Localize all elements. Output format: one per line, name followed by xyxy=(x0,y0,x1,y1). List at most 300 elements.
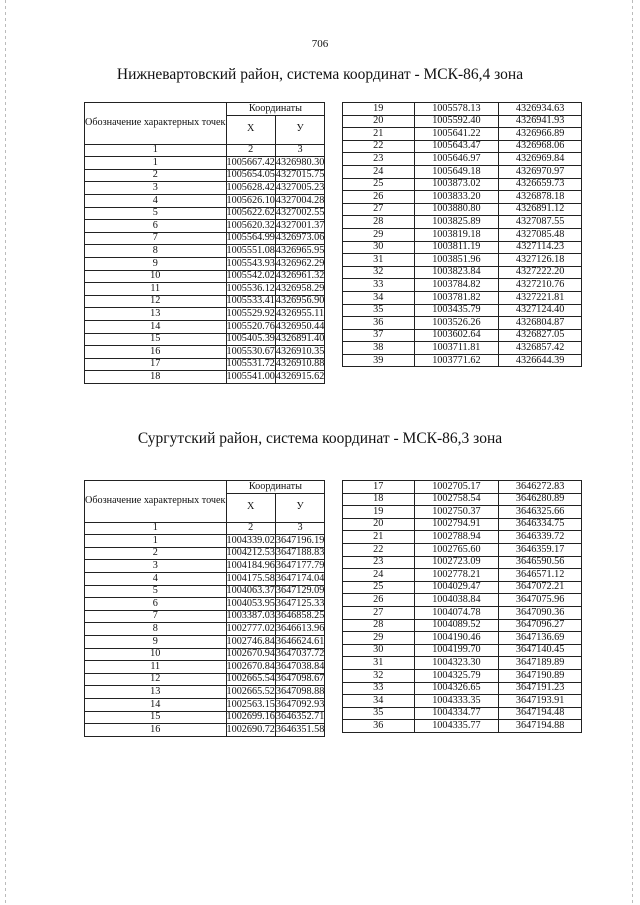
y-coordinate-cell: 4326644.39 xyxy=(499,354,582,367)
y-coordinate-cell: 3646352.71 xyxy=(275,711,325,723)
x-coordinate-cell: 1004089.52 xyxy=(414,619,499,632)
y-coordinate-cell: 3647196.19 xyxy=(275,534,325,546)
x-coordinate-cell: 1005530.67 xyxy=(226,345,275,357)
y-coordinate-cell: 4326941.93 xyxy=(499,115,582,128)
x-coordinate-cell: 1005667.42 xyxy=(226,156,275,168)
y-coordinate-cell: 4326965.95 xyxy=(275,245,325,257)
y-coordinate-cell: 3647190.89 xyxy=(499,669,582,682)
point-number-cell: 33 xyxy=(343,682,415,695)
table-row xyxy=(343,619,582,632)
y-coordinate-cell: 4326910.35 xyxy=(275,345,325,357)
y-coordinate-cell: 3647140.45 xyxy=(499,644,582,657)
x-coordinate-cell: 1003711.81 xyxy=(414,342,499,355)
y-coordinate-cell: 4327210.76 xyxy=(499,279,582,292)
point-number-cell: 17 xyxy=(343,481,415,494)
point-number-cell: 10 xyxy=(85,270,227,283)
table-row xyxy=(343,317,582,330)
table-row xyxy=(85,598,325,611)
scan-edge-right xyxy=(632,0,633,905)
coords-table-surgut-right xyxy=(342,480,582,733)
table-row xyxy=(85,711,325,724)
table-row xyxy=(343,707,582,720)
x-coordinate-cell: 1005542.02 xyxy=(226,270,275,282)
x-coordinate-cell: 1003781.82 xyxy=(414,291,499,304)
table-row xyxy=(85,585,325,598)
table-row xyxy=(343,115,582,128)
point-number-cell: 6 xyxy=(85,598,227,611)
y-coordinate-cell: 4326934.63 xyxy=(499,103,582,116)
y-coordinate-cell: 3647125.33 xyxy=(275,597,325,609)
y-coordinate-cell: 4327015.75 xyxy=(275,169,325,181)
scan-edge-left xyxy=(5,0,6,905)
table-row xyxy=(343,329,582,342)
table-row xyxy=(85,308,325,321)
x-coordinate-cell: 1005543.93 xyxy=(226,257,275,269)
table-row xyxy=(85,157,325,170)
point-number-cell: 34 xyxy=(343,291,415,304)
table-row xyxy=(85,535,325,548)
table-row xyxy=(343,266,582,279)
point-number-cell: 33 xyxy=(343,279,415,292)
x-coordinate-cell: 1003819.18 xyxy=(414,228,499,241)
point-number-cell: 13 xyxy=(85,686,227,699)
y-coordinate-cell: 3646359.17 xyxy=(499,543,582,556)
point-number-cell: 28 xyxy=(343,216,415,229)
x-coordinate-cell: 1003435.79 xyxy=(414,304,499,317)
table-row xyxy=(85,333,325,346)
table-row xyxy=(343,291,582,304)
y-coordinate-cell: 3647174.04 xyxy=(275,572,325,584)
y-coordinate-cell: 4326891.40 xyxy=(275,333,325,345)
y-coordinate-cell: 3647129.09 xyxy=(275,585,325,597)
x-coordinate-cell: 1004335.77 xyxy=(414,720,499,733)
y-coordinate-cell: 4327002.55 xyxy=(275,207,325,219)
table-row xyxy=(85,232,325,245)
point-number-cell: 25 xyxy=(343,581,415,594)
table-row xyxy=(85,245,325,258)
y-coordinate-cell: 3647098.67 xyxy=(275,673,325,685)
x-coordinate-cell: 1002723.09 xyxy=(414,556,499,569)
point-number-cell: 12 xyxy=(85,673,227,686)
x-coordinate-cell: 1005622.62 xyxy=(226,207,275,219)
table-row xyxy=(85,257,325,270)
x-coordinate-cell: 1004190.46 xyxy=(414,632,499,645)
coords-table-surgut-left xyxy=(84,480,325,737)
table-row xyxy=(85,283,325,296)
table-row xyxy=(343,556,582,569)
y-coordinate-cell: 4326956.90 xyxy=(275,295,325,307)
table-row xyxy=(343,354,582,367)
x-coordinate-cell: 1005541.00 xyxy=(226,370,275,382)
point-number-cell: 14 xyxy=(85,698,227,711)
header-num-2: 2 xyxy=(226,522,275,535)
point-number-cell: 10 xyxy=(85,648,227,661)
table-row xyxy=(85,635,325,648)
point-number-cell: 3 xyxy=(85,560,227,573)
table-row xyxy=(85,673,325,686)
page-number: 706 xyxy=(311,38,329,50)
x-coordinate-cell: 1002750.37 xyxy=(414,506,499,519)
table-row xyxy=(343,506,582,519)
table-row xyxy=(343,203,582,216)
y-coordinate-cell: 4326969.84 xyxy=(499,153,582,166)
table-row xyxy=(343,279,582,292)
point-number-cell: 32 xyxy=(343,266,415,279)
table-row xyxy=(85,169,325,182)
point-number-cell: 5 xyxy=(85,207,227,220)
y-coordinate-cell: 4326958.29 xyxy=(275,282,325,294)
x-coordinate-cell: 1004212.53 xyxy=(226,547,275,559)
x-coordinate-cell: 1005592.40 xyxy=(414,115,499,128)
y-coordinate-cell: 3646590.56 xyxy=(499,556,582,569)
point-number-cell: 26 xyxy=(343,191,415,204)
y-coordinate-cell: 3647188.83 xyxy=(275,547,325,559)
x-coordinate-cell: 1005578.13 xyxy=(414,103,499,116)
x-coordinate-cell: 1002665.52 xyxy=(226,686,275,697)
point-number-cell: 9 xyxy=(85,635,227,648)
table-row xyxy=(85,686,325,699)
y-coordinate-cell: 3646334.75 xyxy=(499,518,582,531)
x-coordinate-cell: 1004339.02 xyxy=(226,534,275,546)
point-number-cell: 21 xyxy=(343,531,415,544)
point-number-cell: 39 xyxy=(343,354,415,367)
y-coordinate-cell: 3647193.91 xyxy=(499,695,582,708)
point-number-cell: 8 xyxy=(85,245,227,258)
x-coordinate-cell: 1002705.17 xyxy=(414,481,499,494)
x-coordinate-cell: 1002670.84 xyxy=(226,660,275,672)
y-coordinate-cell: 3646571.12 xyxy=(499,569,582,582)
x-coordinate-cell: 1005643.47 xyxy=(414,140,499,153)
point-number-cell: 2 xyxy=(85,547,227,560)
y-coordinate-cell: 3646325.66 xyxy=(499,506,582,519)
point-number-cell: 26 xyxy=(343,594,415,607)
x-coordinate-cell: 1002699.16 xyxy=(226,711,275,723)
table-row xyxy=(343,165,582,178)
table-row xyxy=(343,178,582,191)
point-number-cell: 23 xyxy=(343,153,415,166)
y-coordinate-cell: 3646613.96 xyxy=(275,623,325,635)
header-coords-label: Координаты xyxy=(226,103,325,116)
x-coordinate-cell: 1002758.54 xyxy=(414,493,499,506)
table-row xyxy=(343,669,582,682)
point-number-cell: 15 xyxy=(85,333,227,346)
point-number-cell: 36 xyxy=(343,720,415,733)
point-number-cell: 16 xyxy=(85,724,227,737)
y-coordinate-cell: 4327222.20 xyxy=(499,266,582,279)
y-coordinate-cell: 3647072.21 xyxy=(499,581,582,594)
header-coords-label: Координаты xyxy=(226,481,325,494)
x-coordinate-cell: 1005628.42 xyxy=(226,182,275,194)
y-coordinate-cell: 3646624.61 xyxy=(275,635,325,647)
y-coordinate-cell: 4326962.29 xyxy=(275,257,325,269)
table-row xyxy=(85,572,325,585)
point-number-cell: 1 xyxy=(85,535,227,548)
point-number-cell: 20 xyxy=(343,518,415,531)
x-coordinate-cell: 1003771.62 xyxy=(414,354,499,367)
y-coordinate-cell: 3647090.36 xyxy=(499,606,582,619)
table-row xyxy=(85,207,325,220)
table-row xyxy=(343,518,582,531)
point-number-cell: 24 xyxy=(343,165,415,178)
point-number-cell: 37 xyxy=(343,329,415,342)
point-number-cell: 7 xyxy=(85,610,227,623)
point-number-cell: 30 xyxy=(343,644,415,657)
point-number-cell: 30 xyxy=(343,241,415,254)
point-number-cell: 14 xyxy=(85,320,227,333)
x-coordinate-cell: 1004334.77 xyxy=(414,707,499,720)
y-coordinate-cell: 4326973.06 xyxy=(275,232,325,244)
y-coordinate-cell: 3647194.48 xyxy=(499,707,582,720)
table-row xyxy=(343,531,582,544)
x-coordinate-cell: 1004184.96 xyxy=(226,560,275,572)
y-coordinate-cell: 3647189.89 xyxy=(499,657,582,670)
x-coordinate-cell: 1004175.58 xyxy=(226,572,275,584)
x-coordinate-cell: 1005536.12 xyxy=(226,282,275,294)
header-point-label: Обозначение характерных точек xyxy=(85,481,227,523)
header-num-2: 2 xyxy=(226,144,275,157)
x-coordinate-cell: 1004333.35 xyxy=(414,695,499,708)
table-row xyxy=(85,623,325,636)
x-coordinate-cell: 1002746.84 xyxy=(226,635,275,647)
x-coordinate-cell: 1002794.91 xyxy=(414,518,499,531)
point-number-cell: 8 xyxy=(85,623,227,636)
x-coordinate-cell: 1004038.84 xyxy=(414,594,499,607)
point-number-cell: 5 xyxy=(85,585,227,598)
table-row xyxy=(85,661,325,674)
y-coordinate-cell: 4326950.44 xyxy=(275,320,325,332)
point-number-cell: 34 xyxy=(343,695,415,708)
table-row xyxy=(343,594,582,607)
x-coordinate-cell: 1003880.80 xyxy=(414,203,499,216)
x-coordinate-cell: 1005641.22 xyxy=(414,128,499,141)
y-coordinate-cell: 4326968.06 xyxy=(499,140,582,153)
table-row xyxy=(343,191,582,204)
table-row xyxy=(85,547,325,560)
table-row xyxy=(343,228,582,241)
point-number-cell: 32 xyxy=(343,669,415,682)
x-coordinate-cell: 1002670.94 xyxy=(226,648,275,660)
table-row xyxy=(85,648,325,661)
y-coordinate-cell: 4327001.37 xyxy=(275,219,325,231)
table-row xyxy=(343,254,582,267)
table-row xyxy=(343,644,582,657)
x-coordinate-cell: 1003526.26 xyxy=(414,317,499,330)
table-row xyxy=(85,182,325,195)
x-coordinate-cell: 1004326.65 xyxy=(414,682,499,695)
table-row xyxy=(343,481,582,494)
x-coordinate-cell: 1003823.84 xyxy=(414,266,499,279)
point-number-cell: 18 xyxy=(343,493,415,506)
point-number-cell: 18 xyxy=(85,371,227,384)
table-row xyxy=(343,103,582,116)
table-row xyxy=(343,241,582,254)
table-row xyxy=(343,342,582,355)
y-coordinate-cell: 3646272.83 xyxy=(499,481,582,494)
table-row xyxy=(343,720,582,733)
point-number-cell: 28 xyxy=(343,619,415,632)
table-row xyxy=(343,657,582,670)
point-number-cell: 31 xyxy=(343,657,415,670)
point-number-cell: 2 xyxy=(85,169,227,182)
header-x-label: X xyxy=(226,115,275,144)
x-coordinate-cell: 1005620.32 xyxy=(226,219,275,231)
y-coordinate-cell: 3647092.93 xyxy=(275,698,325,710)
y-coordinate-cell: 4326878.18 xyxy=(499,191,582,204)
table-row xyxy=(343,216,582,229)
x-coordinate-cell: 1004199.70 xyxy=(414,644,499,657)
y-coordinate-cell: 4327124.40 xyxy=(499,304,582,317)
x-coordinate-cell: 1005520.76 xyxy=(226,320,275,332)
y-coordinate-cell: 3647177.79 xyxy=(275,560,325,572)
x-coordinate-cell: 1002778.21 xyxy=(414,569,499,582)
table-row xyxy=(85,371,325,384)
point-number-cell: 4 xyxy=(85,194,227,207)
point-number-cell: 4 xyxy=(85,572,227,585)
table-row xyxy=(85,358,325,371)
table-row xyxy=(343,569,582,582)
y-coordinate-cell: 4326804.87 xyxy=(499,317,582,330)
table-row xyxy=(343,128,582,141)
y-coordinate-cell: 4326659.73 xyxy=(499,178,582,191)
table-row xyxy=(343,632,582,645)
point-number-cell: 29 xyxy=(343,632,415,645)
point-number-cell: 22 xyxy=(343,543,415,556)
y-coordinate-cell: 4326961.32 xyxy=(275,270,325,282)
x-coordinate-cell: 1002765.60 xyxy=(414,543,499,556)
point-number-cell: 27 xyxy=(343,606,415,619)
point-number-cell: 7 xyxy=(85,232,227,245)
table-row xyxy=(343,695,582,708)
y-coordinate-cell: 4326827.05 xyxy=(499,329,582,342)
table-row xyxy=(343,153,582,166)
point-number-cell: 38 xyxy=(343,342,415,355)
x-coordinate-cell: 1002665.54 xyxy=(226,673,275,685)
x-coordinate-cell: 1004029.47 xyxy=(414,581,499,594)
x-coordinate-cell: 1005405.39 xyxy=(226,333,275,345)
table-row xyxy=(85,220,325,233)
table-row xyxy=(85,270,325,283)
y-coordinate-cell: 4327004.28 xyxy=(275,194,325,206)
table-row xyxy=(85,610,325,623)
header-num-1: 1 xyxy=(85,144,227,157)
x-coordinate-cell: 1003602.64 xyxy=(414,329,499,342)
table-row xyxy=(85,560,325,573)
table-row xyxy=(343,493,582,506)
y-coordinate-cell: 4326970.97 xyxy=(499,165,582,178)
header-x-label: X xyxy=(226,493,275,522)
header-point-label: Обозначение характерных точек xyxy=(85,103,227,145)
y-coordinate-cell: 3646339.72 xyxy=(499,531,582,544)
x-coordinate-cell: 1002563.15 xyxy=(226,698,275,710)
y-coordinate-cell: 4326891.12 xyxy=(499,203,582,216)
section-title-surgut: Сургутский район, система координат - МСК-86,3 зона xyxy=(137,430,503,447)
header-y-label: У xyxy=(275,493,324,522)
y-coordinate-cell: 4326915.62 xyxy=(275,370,325,382)
y-coordinate-cell: 4326910.88 xyxy=(275,358,325,370)
y-coordinate-cell: 3647098.88 xyxy=(275,686,325,697)
point-number-cell: 19 xyxy=(343,103,415,116)
point-number-cell: 20 xyxy=(343,115,415,128)
y-coordinate-cell: 4326857.42 xyxy=(499,342,582,355)
point-number-cell: 22 xyxy=(343,140,415,153)
table-row xyxy=(343,140,582,153)
point-number-cell: 1 xyxy=(85,157,227,170)
point-number-cell: 24 xyxy=(343,569,415,582)
x-coordinate-cell: 1005533.41 xyxy=(226,295,275,307)
point-number-cell: 17 xyxy=(85,358,227,371)
table-row xyxy=(343,581,582,594)
y-coordinate-cell: 3647191.23 xyxy=(499,682,582,695)
point-number-cell: 27 xyxy=(343,203,415,216)
y-coordinate-cell: 4327114.23 xyxy=(499,241,582,254)
header-num-1: 1 xyxy=(85,522,227,535)
x-coordinate-cell: 1002777.02 xyxy=(226,623,275,635)
x-coordinate-cell: 1003811.19 xyxy=(414,241,499,254)
x-coordinate-cell: 1002690.72 xyxy=(226,723,275,735)
y-coordinate-cell: 3647038.84 xyxy=(275,660,325,672)
point-number-cell: 29 xyxy=(343,228,415,241)
x-coordinate-cell: 1005649.18 xyxy=(414,165,499,178)
x-coordinate-cell: 1004063.37 xyxy=(226,585,275,597)
point-number-cell: 3 xyxy=(85,182,227,195)
table-row xyxy=(343,304,582,317)
y-coordinate-cell: 3646280.89 xyxy=(499,493,582,506)
point-number-cell: 35 xyxy=(343,707,415,720)
point-number-cell: 11 xyxy=(85,283,227,296)
point-number-cell: 9 xyxy=(85,257,227,270)
table-row xyxy=(85,320,325,333)
point-number-cell: 36 xyxy=(343,317,415,330)
point-number-cell: 25 xyxy=(343,178,415,191)
y-coordinate-cell: 4327221.81 xyxy=(499,291,582,304)
x-coordinate-cell: 1003851.96 xyxy=(414,254,499,267)
y-coordinate-cell: 3646858.25 xyxy=(275,610,325,622)
y-coordinate-cell: 3647037.72 xyxy=(275,648,325,660)
y-coordinate-cell: 4326980.30 xyxy=(275,156,325,168)
x-coordinate-cell: 1003833.20 xyxy=(414,191,499,204)
coords-table-nizhnevartovsk-left xyxy=(84,102,325,384)
y-coordinate-cell: 3647194.88 xyxy=(499,720,582,733)
x-coordinate-cell: 1005529.92 xyxy=(226,308,275,319)
point-number-cell: 23 xyxy=(343,556,415,569)
y-coordinate-cell: 4327087.55 xyxy=(499,216,582,229)
table-row xyxy=(85,194,325,207)
x-coordinate-cell: 1004325.79 xyxy=(414,669,499,682)
x-coordinate-cell: 1002788.94 xyxy=(414,531,499,544)
table-row xyxy=(85,724,325,737)
x-coordinate-cell: 1003873.02 xyxy=(414,178,499,191)
y-coordinate-cell: 3647075.96 xyxy=(499,594,582,607)
y-coordinate-cell: 3647136.69 xyxy=(499,632,582,645)
x-coordinate-cell: 1004323.30 xyxy=(414,657,499,670)
y-coordinate-cell: 4326966.89 xyxy=(499,128,582,141)
coords-table-nizhnevartovsk-right xyxy=(342,102,582,367)
y-coordinate-cell: 4327005.23 xyxy=(275,182,325,194)
x-coordinate-cell: 1004053.95 xyxy=(226,597,275,609)
x-coordinate-cell: 1004074.78 xyxy=(414,606,499,619)
point-number-cell: 12 xyxy=(85,295,227,308)
point-number-cell: 15 xyxy=(85,711,227,724)
y-coordinate-cell: 3646351.58 xyxy=(275,723,325,735)
point-number-cell: 11 xyxy=(85,661,227,674)
y-coordinate-cell: 4327085.48 xyxy=(499,228,582,241)
point-number-cell: 31 xyxy=(343,254,415,267)
x-coordinate-cell: 1005626.10 xyxy=(226,194,275,206)
section-title-nizhnevartovsk: Нижневартовский район, система координат - МСК-86,4 зона xyxy=(116,66,524,83)
y-coordinate-cell: 4327126.18 xyxy=(499,254,582,267)
point-number-cell: 21 xyxy=(343,128,415,141)
point-number-cell: 19 xyxy=(343,506,415,519)
